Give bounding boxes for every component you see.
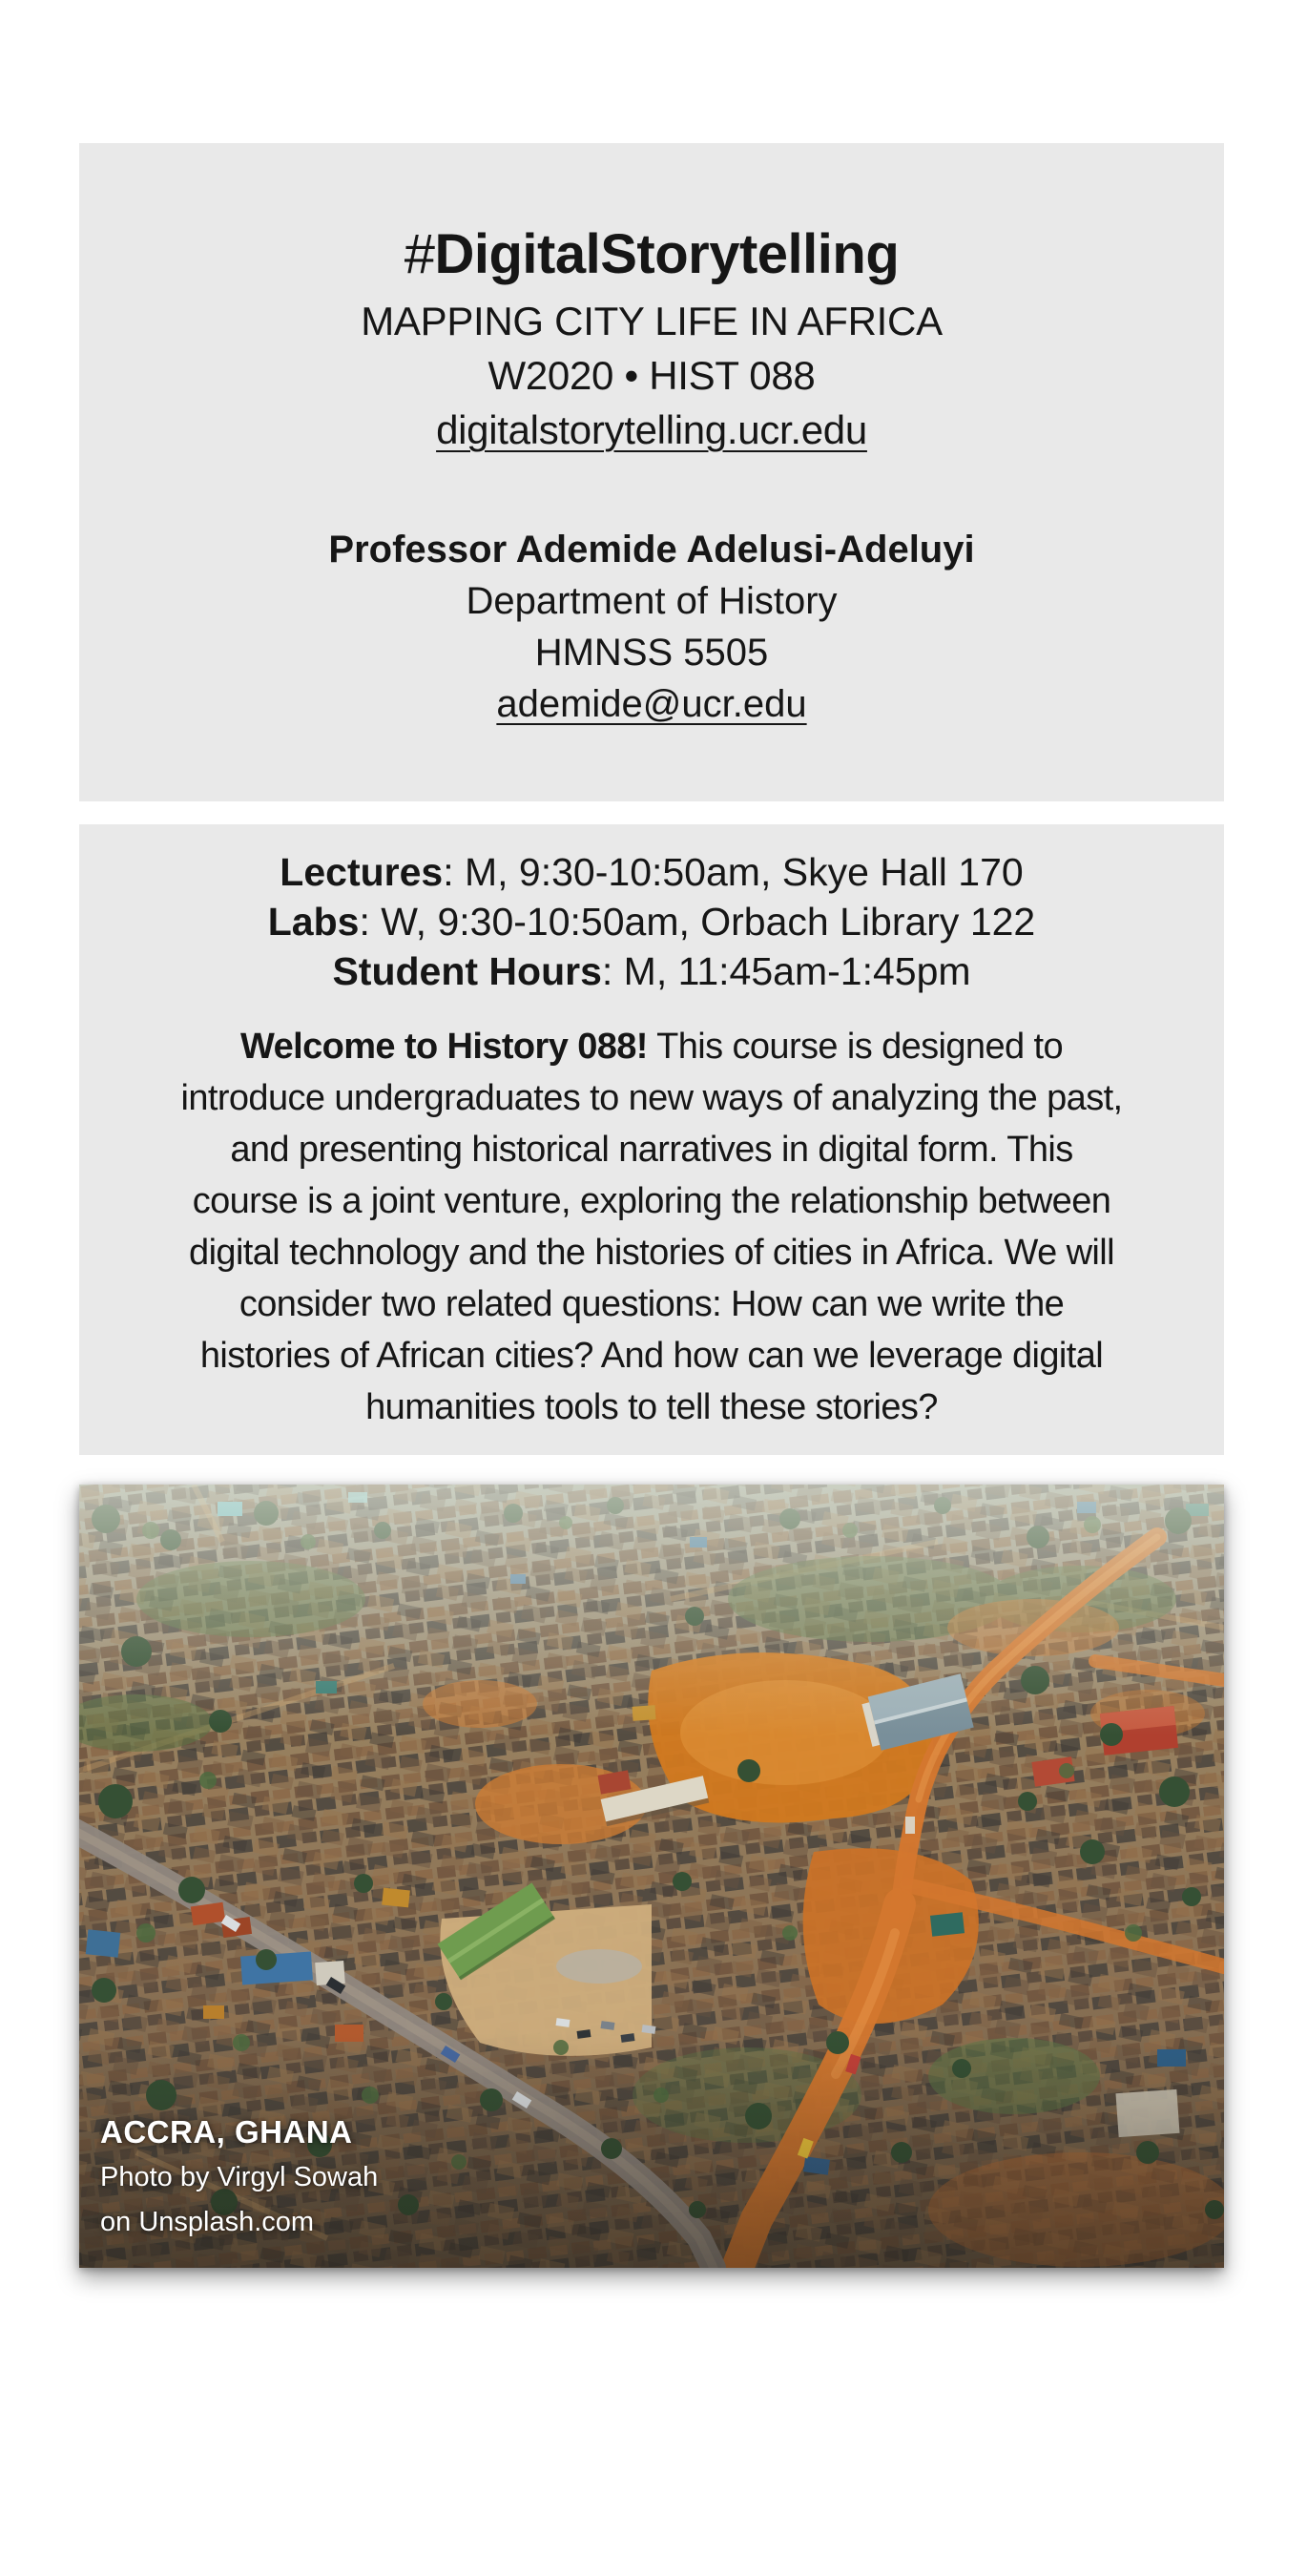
schedule-value: : W, 9:30-10:50am, Orbach Library 122 — [359, 900, 1036, 944]
schedule-label: Student Hours — [332, 949, 602, 993]
hashtag-prefix: # — [404, 223, 435, 285]
paragraph-line: consider two related questions: How can we write the — [239, 1284, 1065, 1324]
paragraph-line: and presenting historical narratives in digital form. This — [230, 1130, 1073, 1170]
info-card — [79, 824, 1224, 1455]
course-site-link[interactable]: digitalstorytelling.ucr.edu — [436, 407, 867, 452]
accra-aerial-photo — [79, 1485, 1224, 2268]
professor-name: Professor Ademide Adelusi-Adeluyi — [328, 529, 975, 571]
caption-credit-line1: Photo by Virgyl Sowah — [100, 2162, 379, 2192]
paragraph-line: course is a joint venture, exploring the relationship between — [192, 1181, 1111, 1221]
course-title-text: DigitalStorytelling — [434, 223, 900, 285]
schedule-label: Labs — [267, 900, 360, 944]
schedule-label: Lectures — [280, 850, 444, 894]
course-title — [79, 225, 1224, 284]
welcome-lead: Welcome to History 088! — [240, 1027, 648, 1067]
welcome-paragraph — [79, 1021, 1224, 1433]
department: Department of History — [466, 580, 838, 622]
paragraph-line: Welcome to History 088! This course is designed to — [240, 1027, 1063, 1067]
paragraph-line: introduce undergraduates to new ways of analyzing the past, — [180, 1078, 1123, 1118]
caption-credit-line2: on Unsplash.com — [100, 2207, 315, 2237]
office-room: HMNSS 5505 — [534, 632, 769, 674]
photo-caption — [100, 2109, 378, 2245]
schedule-value: : M, 9:30-10:50am, Skye Hall 170 — [443, 850, 1024, 894]
schedule-student-hours — [79, 946, 1224, 996]
paragraph-line: digital technology and the histories of cities in Africa. We will — [189, 1233, 1114, 1273]
header-card — [79, 143, 1224, 801]
term-line: W2020 • HIST 088 — [488, 353, 816, 398]
schedule-labs — [79, 897, 1224, 946]
schedule-lectures — [79, 847, 1224, 897]
paragraph-line: histories of African cities? And how can we leverage digital — [199, 1336, 1104, 1376]
professor-email-link[interactable]: ademide@ucr.edu — [496, 683, 807, 725]
schedule-value: : M, 11:45am-1:45pm — [601, 949, 971, 993]
course-subtitle: MAPPING CITY LIFE IN AFRICA — [361, 299, 943, 343]
paragraph-line: humanities tools to tell these stories? — [365, 1387, 938, 1427]
caption-location: ACCRA, GHANA — [100, 2114, 353, 2150]
